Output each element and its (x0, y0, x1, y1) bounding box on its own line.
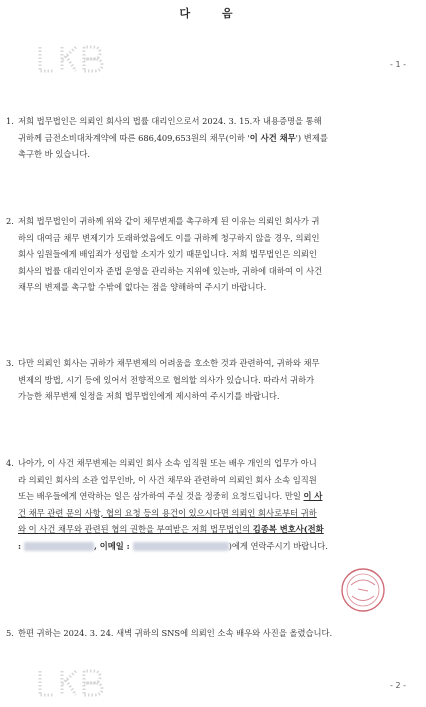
paragraph-2-line-4: 회사의 법률 대리인이자 준법 운영을 관리하는 지위에 있는바, 귀하에 대하여 이 사건 (18, 265, 323, 276)
paragraph-3-line-2: 변제의 방법, 시기 등에 있어서 전향적으로 협의할 의사가 있습니다. 따라서 귀하가 (18, 374, 315, 385)
defined-term: 이 사건 채무 (249, 132, 296, 143)
paragraph-2-line-2: 하의 대여금 채무 변제기가 도래하였음에도 이를 귀하께 청구하지 않을 경우, 의뢰인 (18, 232, 320, 243)
paragraph-4 (6, 455, 416, 554)
paragraph-5 (6, 625, 416, 642)
paragraph-1-line-2a: 귀하께 금전소비대차계약에 따른 686,409,653원의 채무(이하 ' (18, 132, 250, 143)
lawyer-name: 김종복 변호사(전화 (252, 524, 324, 534)
page-number-1: - 1 - (390, 60, 406, 69)
paragraph-4-line-1: 나아가, 이 사건 채무변제는 의뢰인 회사 소속 임직원 또는 배우 개인의 업무가 아니 (18, 458, 317, 468)
paragraph-2 (6, 213, 416, 296)
page-number-2: - 2 - (390, 681, 406, 690)
paragraph-1-line-1: 저희 법무법인은 의뢰인 회사의 법률 대리인으로서 2024. 3. 15.자 내용증명을 통해 (18, 116, 322, 126)
paragraph-4-number: 4. (6, 458, 14, 468)
paragraph-4-line-4: 건 채무 관련 문의 사항, 협의 요청 등의 용건이 있으시다면 의뢰인 회사로부터 귀하 (18, 507, 317, 518)
seal-stamp (338, 565, 388, 615)
email-label: , 이메일 : (93, 540, 133, 551)
redacted-email (133, 542, 229, 551)
paragraph-1-line-3: 촉구한 바 있습니다. (18, 149, 91, 159)
paragraph-4-line-3a: 또는 배우들에게 연락하는 일은 삼가하여 주실 것을 정중히 요청드립니다. 만일 (18, 491, 304, 501)
document-heading: 다 음 (179, 7, 247, 20)
paragraph-4-line-6c: )에게 연락주시기 바랍니다. (228, 540, 328, 551)
paragraph-2-line-3: 회사 임원들에게 배임죄가 성립할 소지가 있기 때문입니다. 저희 법무법인은 의뢰인 (18, 249, 317, 259)
paragraph-5-line-1: 한편 귀하는 2024. 3. 24. 새벽 귀하의 SNS에 의뢰인 소속 배우와 사진을 올렸습니다. (18, 628, 333, 638)
watermark-logo-top (36, 44, 108, 74)
paragraph-1-line-2c: ') 변제를 (295, 132, 328, 143)
paragraph-2-line-5: 채무의 변제를 촉구할 수밖에 없다는 점을 양해하여 주시기 바랍니다. (18, 282, 267, 292)
paragraph-3-number: 3. (6, 358, 14, 368)
phone-label: : (18, 540, 24, 551)
paragraph-4-line-2: 라 의뢰인 회사의 소관 업무인바, 이 사건 채무와 관련하여 의뢰인 회사 소속 임직원 (18, 474, 317, 485)
paragraph-2-line-1: 저희 법무법인이 귀하께 위와 같이 채무변제를 촉구하게 된 이유는 의뢰인 회사가 귀 (18, 216, 320, 226)
paragraph-3 (6, 355, 416, 405)
paragraph-5-number: 5. (6, 628, 14, 638)
paragraph-4-line-5a: 와 이 사건 채무와 관련된 협의 권한을 부여받은 저희 법무법인의 (18, 524, 253, 534)
paragraph-3-line-1: 다만 의뢰인 회사는 귀하가 채무변제의 어려움을 호소한 것과 관련하여, 귀하와 채무 (18, 358, 320, 368)
paragraph-1 (6, 113, 416, 163)
paragraph-2-number: 2. (6, 216, 14, 226)
watermark-logo-bottom (36, 668, 108, 698)
paragraph-1-number: 1. (6, 116, 14, 126)
paragraph-3-line-3: 가능한 채무변제 일정을 저희 법무법인에게 제시하여 주시기를 바랍니다. (18, 391, 280, 401)
underlined-request-start: 이 사 (303, 491, 323, 501)
redacted-phone (24, 542, 94, 551)
